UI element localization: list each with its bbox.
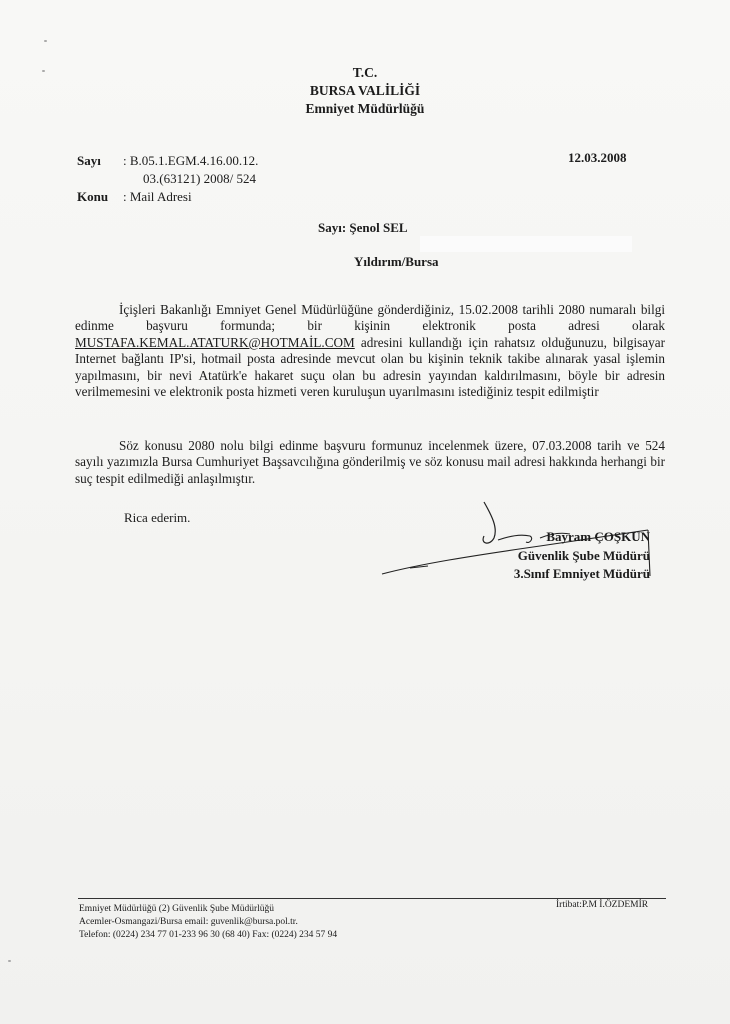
paragraph-1-text-b: adresini kullandığı için rahatsız olduğunuzu, bilgisayar Internet bağlantı IP'si, hotmail posta adresinde mevcut olan bu kişinin teknik takibe alınarak yasal işlemin yapılmasını, bir nevi Atatürk'e hakaret suçu olan bu adresin yayından kaldırılmasını, böyle bir adresin verilmemesini ve elektronik posta hizmeti veren kuruluşun uyarılmasını istediğiniz tespit edilmiştir (75, 334, 665, 400)
reference-block (77, 152, 258, 206)
letterhead-line-3: Emniyet Müdürlüğü (305, 101, 425, 116)
footer-line-2: Acemler-Osmangazi/Bursa email: guvenlik@bursa.pol.tr. (79, 917, 298, 927)
letterhead-line-1: T.C. (352, 65, 378, 80)
signer-title-1: Güvenlik Şube Müdürü (517, 547, 650, 563)
paper-speck (44, 40, 47, 42)
paper-speck (8, 960, 11, 962)
email-link[interactable]: MUSTAFA.KEMAL.ATATURK@HOTMAİL.COM (75, 334, 355, 350)
recipient-name: Sayı: Şenol SEL (318, 220, 408, 235)
paragraph-2: Söz konusu 2080 nolu bilgi edinme başvuru formunuz incelenmek üzere, 07.03.2008 tarih ve 524 sayılı yazımızla Bursa Cumhuriyet Başsavcılığına gönderilmiş ve söz konusu mail adresi hakkında herhangi bir suç tespit edilmediği anlaşılmıştır. (75, 438, 665, 486)
signer-title-2: 3.Sınıf Emniyet Müdürü (513, 566, 650, 581)
paper-speck (42, 70, 45, 72)
redaction-box (420, 236, 632, 252)
signature-block (470, 528, 650, 584)
paragraph-1 (75, 302, 665, 400)
sayi-label: Sayı (77, 153, 101, 168)
contact-person: İrtibat:P.M İ.ÖZDEMİR (556, 900, 649, 910)
sayi-value-2: 03.(63121) 2008/ 524 (143, 171, 257, 186)
recipient-city: Yıldırım/Bursa (354, 254, 439, 269)
footer-line-3: Telefon: (0224) 234 77 01-233 96 30 (68 40) Fax: (0224) 234 57 94 (79, 930, 338, 940)
letterhead (0, 64, 730, 118)
konu-label: Konu (77, 189, 109, 204)
footer (79, 903, 337, 942)
footer-divider (78, 898, 666, 899)
footer-line-1: Emniyet Müdürlüğü (2) Güvenlik Şube Müdürlüğü (79, 904, 274, 914)
paragraph-1-text-a: İçişleri Bakanlığı Emniyet Genel Müdürlüğüne gönderdiğiniz, 15.02.2008 tarihli 2080 numaralı bilgi edinme başvuru formunda; bir kişinin elektronik posta adresi olarak (75, 302, 665, 334)
letterhead-line-2: BURSA VALİLİĞİ (309, 83, 421, 98)
closing-text: Rica ederim. (124, 510, 191, 525)
sayi-value-1: : B.05.1.EGM.4.16.00.12. (123, 153, 259, 168)
konu-value: : Mail Adresi (123, 189, 192, 204)
signer-name: Bayram ÇOŞKUN (546, 529, 650, 544)
letter-date: 12.03.2008 (568, 150, 627, 165)
